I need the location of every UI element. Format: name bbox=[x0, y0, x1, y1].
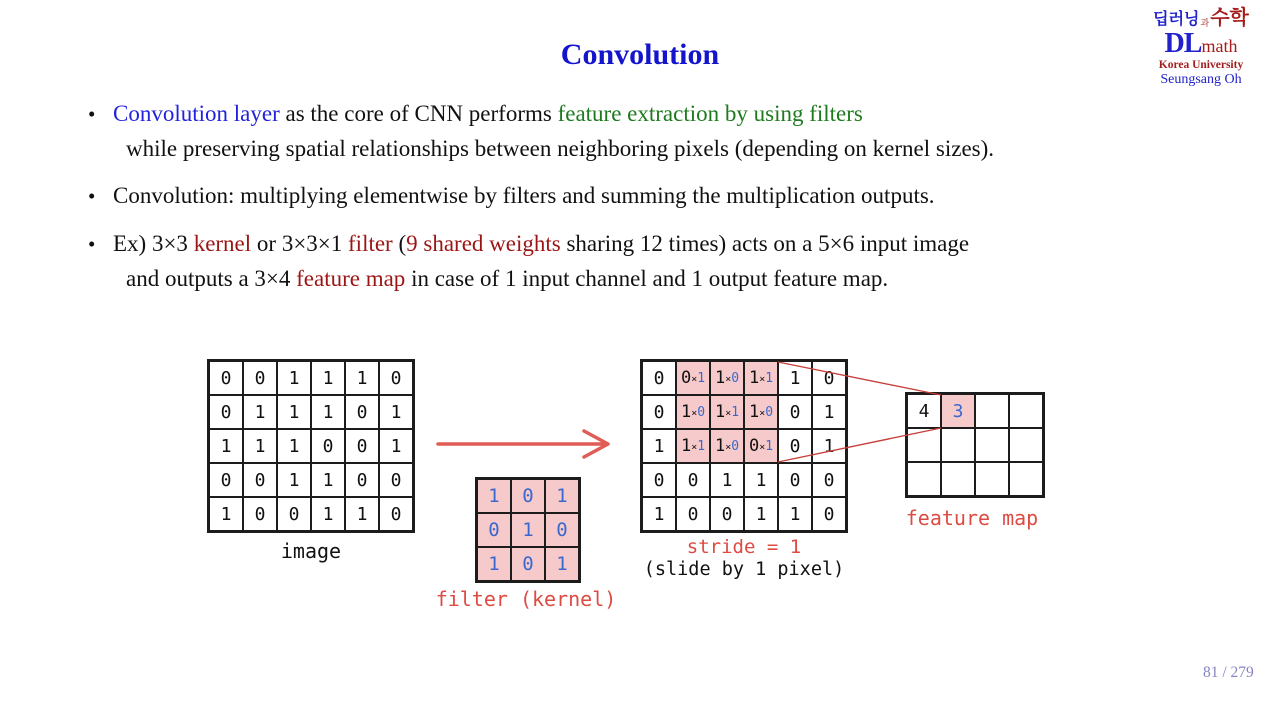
matrix-cell: 0 bbox=[209, 361, 243, 395]
matrix-cell: 0 bbox=[778, 429, 812, 463]
matrix-cell: 1 bbox=[209, 497, 243, 531]
bullet-2-line-1 bbox=[88, 183, 935, 209]
matrix-cell: 0 bbox=[778, 395, 812, 429]
matrix-cell: 1 bbox=[477, 479, 511, 513]
logo-korean-left: 딥러닝 bbox=[1153, 11, 1200, 29]
matrix-cell: 1 bbox=[209, 429, 243, 463]
matrix-cell: 1 bbox=[311, 497, 345, 531]
matrix-cell: 0 bbox=[642, 361, 676, 395]
matrix-cell: 1 bbox=[277, 361, 311, 395]
kernel-grid bbox=[475, 477, 581, 583]
cell-value: 1 bbox=[714, 436, 726, 456]
text-segment: or 3×3×1 bbox=[251, 231, 349, 256]
matrix-cell: 1 bbox=[379, 429, 413, 463]
cell-value: 0 bbox=[765, 404, 774, 420]
matrix-cell: 0 bbox=[379, 497, 413, 531]
matrix-cell bbox=[975, 428, 1009, 462]
cell-value: × bbox=[759, 441, 766, 453]
cell-value: 0 bbox=[680, 368, 692, 388]
cell-value: × bbox=[691, 407, 698, 419]
text-segment: in case of 1 input channel and 1 output feature map. bbox=[405, 266, 889, 291]
matrix-cell: 0 bbox=[812, 361, 846, 395]
text-segment: feature map bbox=[296, 266, 406, 291]
input-image-grid bbox=[207, 359, 415, 533]
matrix-cell bbox=[676, 395, 710, 429]
matrix-cell: 0 bbox=[778, 463, 812, 497]
matrix-cell bbox=[941, 428, 975, 462]
bullet-2-text bbox=[113, 183, 935, 208]
logo-university: Korea University bbox=[1158, 59, 1244, 72]
matrix-cell bbox=[1009, 462, 1043, 496]
cell-value: 0 bbox=[697, 404, 706, 420]
matrix-cell: 1 bbox=[545, 547, 579, 581]
cell-value: × bbox=[725, 373, 732, 385]
text-segment: while preserving spatial relationships between neighboring pixels (depending on kernel sizes). bbox=[126, 136, 995, 161]
cell-value: 1 bbox=[731, 404, 740, 420]
logo-korean bbox=[1136, 8, 1266, 29]
cell-value: 1 bbox=[697, 438, 706, 454]
logo-math: math bbox=[1201, 36, 1238, 56]
matrix-cell: 0 bbox=[676, 497, 710, 531]
text-segment: kernel bbox=[193, 231, 252, 256]
text-segment: as the core of CNN performs bbox=[279, 101, 558, 126]
cell-value: × bbox=[759, 373, 766, 385]
slide-title: Convolution bbox=[560, 38, 720, 71]
matrix-cell: 1 bbox=[345, 497, 379, 531]
cell-value: 1 bbox=[714, 402, 726, 422]
matrix-cell bbox=[975, 394, 1009, 428]
matrix-cell bbox=[676, 429, 710, 463]
cell-value: 1 bbox=[748, 402, 760, 422]
text-segment: feature extraction by using filters bbox=[557, 101, 863, 126]
matrix-cell: 1 bbox=[511, 513, 545, 547]
matrix-cell: 0 bbox=[545, 513, 579, 547]
matrix-cell: 1 bbox=[243, 395, 277, 429]
matrix-cell: 0 bbox=[345, 463, 379, 497]
text-segment: Convolution layer bbox=[113, 101, 280, 126]
bullet-3-line-1 bbox=[88, 231, 969, 257]
cell-value: 0 bbox=[748, 436, 760, 456]
image-label: image bbox=[280, 539, 342, 563]
feature-map-grid bbox=[905, 392, 1045, 498]
matrix-cell: 1 bbox=[642, 429, 676, 463]
matrix-cell: 1 bbox=[379, 395, 413, 429]
matrix-cell: 1 bbox=[744, 463, 778, 497]
logo-korean-mid: 과 bbox=[1200, 17, 1210, 28]
bullet-3-line-2 bbox=[126, 266, 888, 292]
bullet-1-text bbox=[113, 101, 863, 126]
matrix-cell: 1 bbox=[642, 497, 676, 531]
text-segment: sharing 12 times) acts on a 5×6 input image bbox=[560, 231, 970, 256]
matrix-cell: 1 bbox=[477, 547, 511, 581]
matrix-cell bbox=[1009, 428, 1043, 462]
bullet-marker: • bbox=[88, 102, 96, 126]
matrix-cell: 0 bbox=[812, 497, 846, 531]
matrix-cell bbox=[941, 462, 975, 496]
matrix-cell: 0 bbox=[379, 463, 413, 497]
text-segment: 9 shared weights bbox=[406, 231, 561, 256]
logo-dl: DL bbox=[1164, 28, 1202, 59]
cell-value: 1 bbox=[765, 438, 774, 454]
text-segment: and outputs a 3×4 bbox=[126, 266, 297, 291]
matrix-cell bbox=[907, 462, 941, 496]
matrix-cell: 1 bbox=[545, 479, 579, 513]
matrix-cell: 1 bbox=[710, 463, 744, 497]
matrix-cell: 0 bbox=[379, 361, 413, 395]
matrix-cell: 0 bbox=[642, 395, 676, 429]
matrix-cell: 3 bbox=[941, 394, 975, 428]
matrix-cell: 1 bbox=[812, 429, 846, 463]
feature-map-label: feature map bbox=[905, 506, 1039, 530]
matrix-cell: 0 bbox=[511, 479, 545, 513]
matrix-cell: 0 bbox=[345, 429, 379, 463]
text-segment: ( bbox=[392, 231, 407, 256]
matrix-cell: 0 bbox=[477, 513, 511, 547]
cell-value: 1 bbox=[680, 436, 692, 456]
matrix-cell: 1 bbox=[778, 497, 812, 531]
matrix-cell bbox=[907, 428, 941, 462]
bullet-marker: • bbox=[88, 184, 96, 208]
matrix-cell: 1 bbox=[311, 361, 345, 395]
cell-value: × bbox=[759, 407, 766, 419]
matrix-cell: 0 bbox=[243, 497, 277, 531]
matrix-cell bbox=[744, 361, 778, 395]
matrix-cell: 0 bbox=[345, 395, 379, 429]
text-segment: Convolution: multiplying elementwise by filters and summing the multiplication outputs. bbox=[113, 183, 935, 208]
text-segment: Ex) 3×3 bbox=[113, 231, 194, 256]
cell-value: × bbox=[725, 441, 732, 453]
bullet-1-line-2 bbox=[126, 136, 994, 162]
stride-sublabel: (slide by 1 pixel) bbox=[643, 559, 845, 580]
page-number: 81 / 279 bbox=[1203, 664, 1254, 681]
matrix-cell bbox=[744, 395, 778, 429]
stride-label: stride = 1 bbox=[686, 536, 802, 558]
logo-author: Seungsang Oh bbox=[1160, 72, 1242, 88]
matrix-cell: 1 bbox=[277, 395, 311, 429]
matrix-cell: 0 bbox=[642, 463, 676, 497]
matrix-cell: 0 bbox=[676, 463, 710, 497]
matrix-cell bbox=[676, 361, 710, 395]
cell-value: 1 bbox=[714, 368, 726, 388]
matrix-cell bbox=[710, 429, 744, 463]
matrix-cell bbox=[710, 361, 744, 395]
matrix-cell: 1 bbox=[812, 395, 846, 429]
matrix-cell: 0 bbox=[511, 547, 545, 581]
cell-value: 0 bbox=[731, 370, 740, 386]
cell-value: 0 bbox=[731, 438, 740, 454]
cell-value: × bbox=[725, 407, 732, 419]
text-segment: filter bbox=[348, 231, 393, 256]
cell-value: 1 bbox=[765, 370, 774, 386]
cell-value: × bbox=[691, 373, 698, 385]
matrix-cell: 1 bbox=[345, 361, 379, 395]
matrix-cell: 1 bbox=[277, 429, 311, 463]
matrix-cell: 1 bbox=[311, 463, 345, 497]
matrix-cell: 0 bbox=[209, 395, 243, 429]
matrix-cell bbox=[975, 462, 1009, 496]
cell-value: 1 bbox=[748, 368, 760, 388]
bullet-marker: • bbox=[88, 232, 96, 256]
kernel-label: filter (kernel) bbox=[435, 587, 617, 611]
bullet-3-text bbox=[113, 231, 969, 256]
matrix-cell: 1 bbox=[277, 463, 311, 497]
matrix-cell: 0 bbox=[243, 463, 277, 497]
convolution-arrow-icon bbox=[438, 431, 608, 457]
matrix-cell: 4 bbox=[907, 394, 941, 428]
matrix-cell: 0 bbox=[710, 497, 744, 531]
matrix-cell: 1 bbox=[311, 395, 345, 429]
matrix-cell: 1 bbox=[778, 361, 812, 395]
matrix-cell bbox=[1009, 394, 1043, 428]
matrix-cell: 0 bbox=[243, 361, 277, 395]
logo bbox=[1136, 8, 1266, 88]
cell-value: 1 bbox=[697, 370, 706, 386]
bullet-1-line-1 bbox=[88, 101, 863, 127]
logo-dlmath bbox=[1136, 29, 1266, 58]
cell-value: × bbox=[691, 441, 698, 453]
matrix-cell: 0 bbox=[209, 463, 243, 497]
matrix-cell: 1 bbox=[744, 497, 778, 531]
matrix-cell: 0 bbox=[277, 497, 311, 531]
matrix-cell bbox=[744, 429, 778, 463]
cell-value: 1 bbox=[680, 402, 692, 422]
matrix-cell: 0 bbox=[311, 429, 345, 463]
stride-grid bbox=[640, 359, 848, 533]
logo-korean-right: 수학 bbox=[1210, 7, 1249, 29]
matrix-cell bbox=[710, 395, 744, 429]
matrix-cell: 1 bbox=[243, 429, 277, 463]
matrix-cell: 0 bbox=[812, 463, 846, 497]
